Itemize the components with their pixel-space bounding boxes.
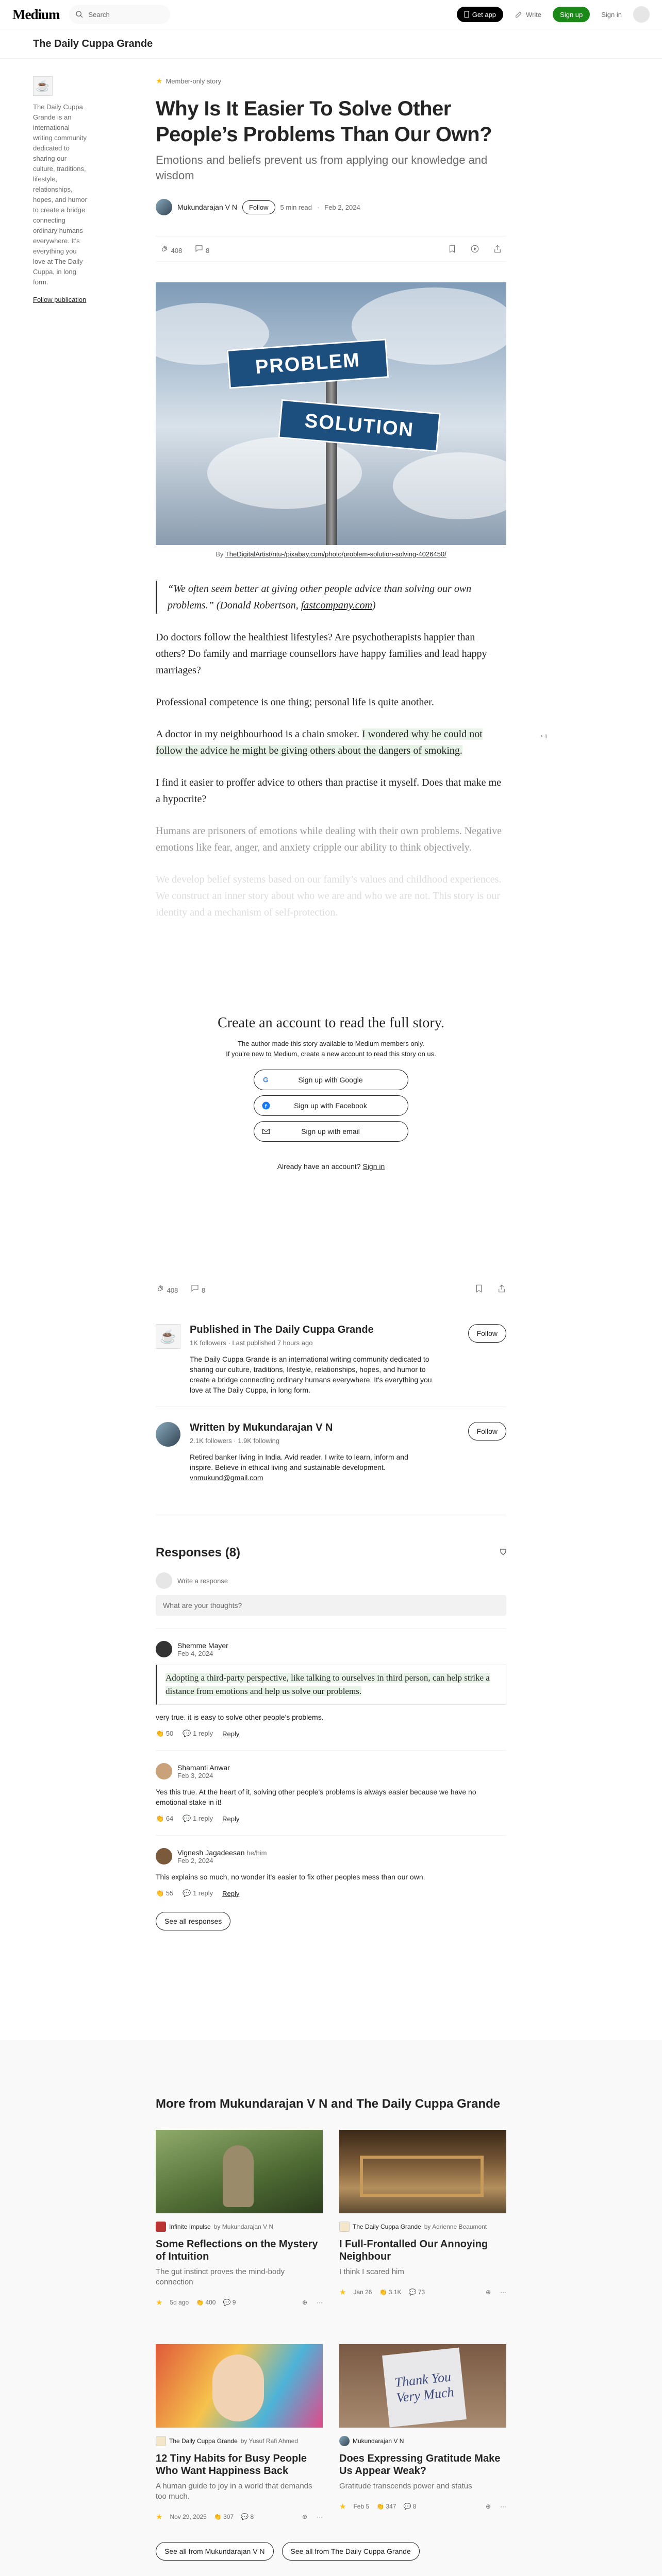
- publish-date: Feb 2, 2024: [324, 203, 360, 211]
- publication-card-heading[interactable]: Published in The Daily Cuppa Grande: [190, 1324, 374, 1335]
- responder-name[interactable]: Shemme Mayer: [177, 1641, 228, 1650]
- sign-up-button[interactable]: Sign up: [553, 7, 590, 22]
- clap-button[interactable]: [160, 244, 182, 255]
- publication-description: The Daily Cuppa Grande is an international writing community dedicated to sharing our culture, traditions, lifestyle, relationships, hopes, and humor to create a bridge connecting ordinary humans everywhere. It's everything you love at The Daily Cuppa, in long form.: [33, 103, 87, 286]
- more-icon[interactable]: ···: [317, 2513, 323, 2520]
- response-input[interactable]: What are your thoughts?: [156, 1595, 506, 1616]
- search-placeholder: Search: [88, 10, 110, 19]
- bookmark-icon[interactable]: ⊕: [302, 2299, 307, 2306]
- quoted-highlight[interactable]: Adopting a third-party perspective, like talking to ourselves in third person, can help strike a distance from emotions and help us solve our problems.: [156, 1665, 506, 1705]
- story-thumbnail: [156, 2344, 323, 2428]
- comment-icon: [190, 1283, 200, 1293]
- search-icon: [75, 10, 84, 19]
- response-clap-button[interactable]: 👏 55: [156, 1889, 174, 1897]
- inline-response-count[interactable]: ◔ 1: [539, 733, 548, 740]
- story-thumbnail: Thank You Very Much: [339, 2344, 506, 2428]
- responder-avatar[interactable]: [156, 1763, 172, 1780]
- caption-link[interactable]: TheDigitalArtist/ntu-/pixabay.com/photo/problem-solution-solving-4026450/: [225, 550, 446, 558]
- paragraph-3: A doctor in my neighbourhood is a chain smoker. I wondered why he could not follow the advice he might be giving others about the dangers of smoking. ◔ 1: [156, 728, 548, 756]
- story-card[interactable]: Thank You Very Much Mukundarajan V N Does Expressing Gratitude Make Us Appear Weak? Gratitude transcends power and status ★ Feb 5 👏 347 💬 8 ⊕ ···: [339, 2344, 506, 2521]
- story-subtitle: A human guide to joy in a world that demands too much.: [156, 2482, 312, 2501]
- response-body: very true. it is easy to solve other people's problems.: [156, 1713, 324, 1721]
- responder-name[interactable]: Vignesh Jagadeesan he/him: [177, 1848, 267, 1857]
- problem-sign: PROBLEM: [227, 338, 389, 388]
- star-icon: ★: [156, 77, 163, 86]
- publication-card-stats: 1K followers · Last published 7 hours ago: [190, 1339, 313, 1347]
- see-all-from-author-button[interactable]: See all from Mukundarajan V N: [156, 2542, 274, 2561]
- clap-button-bottom[interactable]: 408: [156, 1283, 178, 1294]
- paragraph-1: Do doctors follow the healthiest lifestyles? Are psychotherapists happier than others? Do family and marriage counsellors have happy families and lead happy marriages?: [156, 632, 487, 676]
- response-body: Yes this true. At the heart of it, solving other people's problems is always easier because we have no emotional stake in it!: [156, 1788, 476, 1806]
- read-time: 5 min read: [280, 203, 312, 211]
- publication-card-description: The Daily Cuppa Grande is an international writing community dedicated to sharing our culture, traditions, lifestyle, relationships, hopes, and humor to create a bridge connecting ordinary humans everywhere. It's everything you love at The Daily Cuppa, in long form.: [190, 1355, 432, 1394]
- article: [156, 76, 548, 921]
- bookmark-icon[interactable]: [474, 1284, 484, 1293]
- paywall-line-2: If you’re new to Medium, create a new account to read this story on us.: [226, 1050, 436, 1058]
- response-date: Feb 3, 2024: [177, 1771, 213, 1780]
- author-card: [156, 1422, 506, 1483]
- more-icon[interactable]: ···: [500, 2503, 506, 2510]
- publication-title[interactable]: The Daily Cuppa Grande: [33, 38, 153, 49]
- share-icon[interactable]: [497, 1284, 506, 1293]
- story-title: Some Reflections on the Mystery of Intuition: [156, 2239, 318, 2262]
- story-card[interactable]: The Daily Cuppa Grande by Yusuf Rafi Ahmed 12 Tiny Habits for Busy People Who Want Happiness Back A human guide to joy in a world that demands too much. ★ Nov 29, 2025 👏 307 💬 8 ⊕ ···: [156, 2344, 323, 2521]
- follow-author-button[interactable]: Follow: [242, 200, 275, 214]
- reply-button[interactable]: Reply: [222, 1889, 240, 1897]
- search-input[interactable]: [69, 5, 170, 24]
- clap-count: 408: [171, 246, 183, 255]
- article-title: Why Is It Easier To Solve Other People’s Problems Than Our Own?: [156, 97, 492, 146]
- sign-in-link-paywall[interactable]: Sign in: [362, 1162, 385, 1171]
- story-subtitle: Gratitude transcends power and status: [339, 2482, 472, 2490]
- clap-icon: [156, 1283, 165, 1293]
- responder-avatar[interactable]: [156, 1848, 172, 1865]
- follow-publication-link[interactable]: Follow publication: [33, 296, 87, 303]
- publication-card: [156, 1324, 506, 1395]
- byline: Mukundarajan V N Follow 5 min read · Feb 2, 2024: [156, 199, 506, 215]
- highlighted-text[interactable]: I wondered why he could not follow the advice he might be giving others about the dangers of smoking.: [156, 728, 483, 756]
- sign-pole: [326, 360, 337, 545]
- star-icon: ★: [156, 2513, 163, 2521]
- paragraph-4: I find it easier to proffer advice to others than practise it myself. Does that make me a hypocrite?: [156, 777, 501, 805]
- bookmark-icon[interactable]: [448, 244, 457, 253]
- response-clap-button[interactable]: 👏 50: [156, 1730, 174, 1737]
- see-all-from-publication-button[interactable]: See all from The Daily Cuppa Grande: [282, 2542, 420, 2561]
- follow-author-card-button[interactable]: Follow: [468, 1422, 506, 1440]
- author-card-heading[interactable]: Written by Mukundarajan V N: [190, 1422, 333, 1433]
- paragraph-2: Professional competence is one thing; personal life is quite another.: [156, 697, 434, 708]
- hero-image: [156, 282, 506, 545]
- story-title: Does Expressing Gratitude Make Us Appear Weak?: [339, 2453, 501, 2477]
- article-action-bar: [156, 236, 506, 262]
- follow-publication-button[interactable]: Follow: [468, 1324, 506, 1343]
- medium-logo[interactable]: Medium: [12, 6, 60, 22]
- svg-text:f: f: [264, 1103, 267, 1110]
- nav-right: [457, 6, 650, 23]
- user-avatar: [156, 1572, 172, 1589]
- bookmark-icon[interactable]: ⊕: [485, 2503, 491, 2510]
- top-nav: [0, 0, 662, 29]
- response-item: [156, 1628, 506, 1738]
- sign-up-email-button[interactable]: Sign up with email: [254, 1121, 408, 1142]
- story-thumbnail: [339, 2130, 506, 2213]
- publication-mini-logo: [156, 2222, 166, 2232]
- publication-logo[interactable]: ☕: [33, 76, 53, 96]
- response-date: Feb 4, 2024: [177, 1649, 213, 1657]
- reply-button[interactable]: Reply: [222, 1815, 240, 1823]
- pull-quote: “We often seem better at giving other people advice than solving our own problems.” (Donald Robertson, fastcompany.com): [156, 581, 506, 614]
- response-replies[interactable]: 💬 1 reply: [183, 1815, 213, 1822]
- quote-source-link[interactable]: fastcompany.com: [301, 600, 373, 611]
- responses-section: [156, 1546, 506, 1930]
- author-avatar[interactable]: [156, 199, 172, 215]
- get-app-button[interactable]: [457, 7, 503, 22]
- publication-card-logo[interactable]: ☕: [156, 1324, 180, 1349]
- bookmark-icon[interactable]: ⊕: [302, 2513, 307, 2520]
- star-icon: ★: [339, 2288, 346, 2297]
- write-button[interactable]: [515, 10, 541, 19]
- play-icon[interactable]: [470, 244, 479, 253]
- write-icon: [515, 10, 523, 19]
- response-body: This explains so much, no wonder it's easier to fix other peoples mess than our own.: [156, 1873, 425, 1881]
- see-all-responses-button[interactable]: See all responses: [156, 1912, 230, 1930]
- story-subtitle: I think I scared him: [339, 2267, 404, 2276]
- paragraph-5: Humans are prisoners of emotions while dealing with their own problems. Negative emotions like fear, anger, and anxiety cripple our ability to think objectively.: [156, 825, 502, 853]
- author-email-link[interactable]: vnmukund@gmail.com: [190, 1473, 263, 1482]
- publication-sidebar: [33, 76, 90, 305]
- email-icon: [261, 1127, 271, 1136]
- facebook-icon: [261, 1101, 271, 1110]
- comment-icon: [194, 244, 204, 253]
- more-section: [0, 2040, 662, 2576]
- sign-up-facebook-button[interactable]: f Sign up with Facebook: [254, 1095, 408, 1116]
- bottom-action-bar: [156, 1280, 506, 1297]
- responder-name[interactable]: Shamanti Anwar: [177, 1763, 230, 1772]
- response-date: Feb 2, 2024: [177, 1856, 213, 1865]
- response-replies[interactable]: 💬 1 reply: [183, 1889, 213, 1897]
- get-app-label: Get app: [472, 10, 496, 19]
- sign-up-google-button[interactable]: G Sign up with Google: [254, 1070, 408, 1090]
- star-icon: ★: [156, 2298, 163, 2307]
- response-item: [156, 1750, 506, 1823]
- share-icon[interactable]: [493, 244, 502, 253]
- pronoun-badge: he/him: [246, 1849, 267, 1857]
- sign-in-link[interactable]: Sign in: [601, 10, 622, 19]
- more-from-author: [156, 2097, 506, 2561]
- more-icon[interactable]: ···: [317, 2299, 323, 2306]
- responder-avatar[interactable]: [156, 1641, 172, 1657]
- paragraph-6: We develop belief systems based on our family’s values and childhood experiences. We construct an inner story about who we are and who we are not. This story is our identity and a mechanism of self-protection.: [156, 874, 502, 918]
- comment-button-bottom[interactable]: 8: [190, 1283, 205, 1294]
- more-from-heading: More from Mukundarajan V N and The Daily Cuppa Grande: [156, 2097, 501, 2111]
- publication-bar: [0, 29, 662, 59]
- write-response-label: Write a response: [177, 1577, 228, 1585]
- paywall-line-1: The author made this story available to Medium members only.: [238, 1040, 424, 1047]
- story-card[interactable]: The Daily Cuppa Grande by Adrienne Beaumont I Full-Frontalled Our Annoying Neighbour I think I scared him ★ Jan 26 👏 3.1K 💬 73 ⊕ ···: [339, 2130, 506, 2307]
- avatar-placeholder[interactable]: [633, 6, 650, 23]
- member-only-label: Member-only story: [166, 77, 222, 85]
- publication-mini-logo: [339, 2222, 350, 2232]
- article-subtitle: Emotions and beliefs prevent us from applying our knowledge and wisdom: [156, 154, 488, 182]
- response-replies[interactable]: 💬 1 reply: [183, 1730, 213, 1737]
- story-title: 12 Tiny Habits for Busy People Who Want Happiness Back: [156, 2453, 307, 2477]
- already-have-account: Already have an account? Sign in: [277, 1162, 385, 1171]
- responses-heading: Responses (8) ⛉: [156, 1546, 506, 1560]
- member-only-badge: [156, 76, 506, 86]
- phone-icon: [464, 11, 469, 18]
- write-response: [156, 1572, 506, 1616]
- bookmark-icon[interactable]: ⊕: [485, 2289, 491, 2296]
- author-card-stats: 2.1K followers · 1.9K following: [190, 1437, 280, 1445]
- publication-mini-logo: [156, 2436, 166, 2446]
- reply-button[interactable]: Reply: [222, 1730, 240, 1738]
- response-item: [156, 1835, 506, 1897]
- image-caption: By TheDigitalArtist/ntu-/pixabay.com/photo/problem-solution-solving-4026450/: [216, 550, 446, 558]
- story-card[interactable]: Infinite Impulse by Mukundarajan V N Some Reflections on the Mystery of Intuition The gut instinct proves the mind-body connection ★ 5d ago 👏 400 💬 9 ⊕ ···: [156, 2130, 323, 2307]
- story-title: I Full-Frontalled Our Annoying Neighbour: [339, 2239, 488, 2262]
- star-icon: ★: [339, 2502, 346, 2511]
- google-icon: [261, 1075, 271, 1084]
- story-thumbnail: [156, 2130, 323, 2213]
- paywall-heading: Create an account to read the full story.: [218, 1015, 444, 1031]
- shield-icon[interactable]: ⛉: [500, 1548, 506, 1557]
- paywall: [156, 1015, 506, 1171]
- svg-text:G: G: [263, 1076, 269, 1084]
- author-name[interactable]: Mukundarajan V N: [177, 203, 237, 211]
- clap-icon: [160, 244, 169, 253]
- author-card-avatar[interactable]: [156, 1422, 180, 1447]
- comment-count: 8: [205, 246, 210, 255]
- write-label: Write: [526, 10, 542, 19]
- more-icon[interactable]: ···: [500, 2289, 506, 2296]
- author-card-description: Retired banker living in India. Avid reader. I write to learn, inform and inspire. Believe in ethical living and sustainable development. vnmukund@gmail.com: [190, 1453, 408, 1482]
- story-subtitle: The gut instinct proves the mind-body connection: [156, 2267, 285, 2286]
- author-mini-avatar: [339, 2436, 350, 2446]
- solution-sign: SOLUTION: [278, 399, 440, 452]
- comment-button[interactable]: [194, 244, 209, 255]
- response-clap-button[interactable]: 👏 64: [156, 1815, 174, 1822]
